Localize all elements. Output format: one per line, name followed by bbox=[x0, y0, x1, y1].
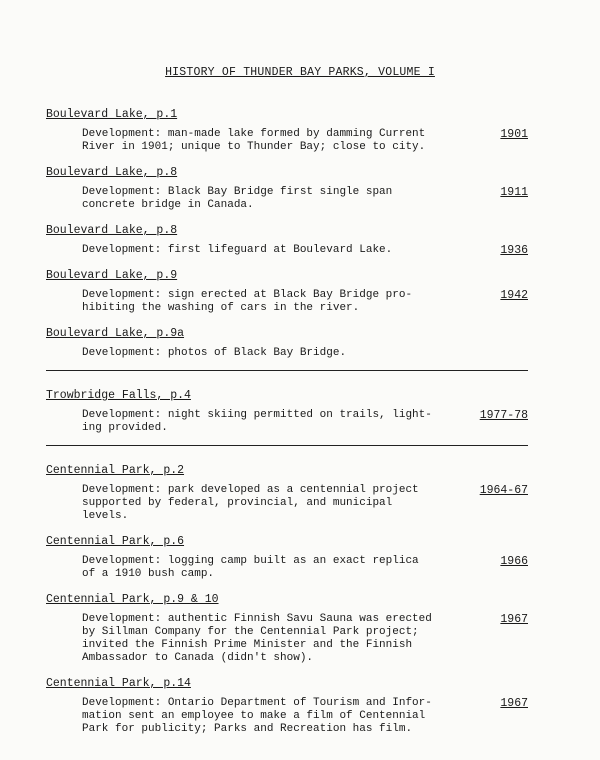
entry-year: 1964-67 bbox=[479, 484, 528, 497]
entry-heading: Centennial Park, p.2 bbox=[46, 464, 185, 477]
entry-year: 1977-78 bbox=[479, 409, 528, 422]
entry-description: Development: photos of Black Bay Bridge. bbox=[82, 347, 347, 359]
entry-description: Development: logging camp built as an exact replica of a 1910 bush camp. bbox=[82, 555, 419, 580]
entry-heading: Boulevard Lake, p.1 bbox=[46, 108, 178, 121]
entry-row bbox=[46, 555, 536, 581]
entry-year: 1936 bbox=[500, 244, 528, 257]
history-entry bbox=[46, 385, 536, 435]
entry-heading: Boulevard Lake, p.8 bbox=[46, 166, 178, 179]
entry-year: 1911 bbox=[500, 186, 528, 199]
entry-description: Development: Ontario Department of Tourism and Infor- mation sent an employee to make a film of Centennial Park for publicity; Parks and Recreation has film. bbox=[82, 697, 432, 735]
history-entry bbox=[46, 220, 536, 257]
entry-description: Development: authentic Finnish Savu Sauna was erected by Sillman Company for the Centennial Park project; invited the Finnish Prime Minister and the Finnish Ambassador to Canada (didn't show). bbox=[82, 613, 432, 664]
history-entry bbox=[46, 673, 536, 736]
entry-description: Development: park developed as a centennial project supported by federal, provincial, and municipal levels. bbox=[82, 484, 419, 522]
history-entry bbox=[46, 531, 536, 581]
entry-row bbox=[46, 697, 536, 736]
entry-row bbox=[46, 409, 536, 435]
entry-description: Development: sign erected at Black Bay Bridge pro- hibiting the washing of cars in the river. bbox=[82, 289, 413, 314]
entry-row bbox=[46, 484, 536, 523]
history-entry bbox=[46, 589, 536, 665]
document-title bbox=[0, 66, 600, 79]
entry-row bbox=[46, 347, 536, 360]
entry-year: 1901 bbox=[500, 128, 528, 141]
entry-description: Development: first lifeguard at Boulevard Lake. bbox=[82, 244, 393, 256]
history-entry bbox=[46, 265, 536, 315]
entry-row bbox=[46, 613, 536, 665]
history-entry bbox=[46, 162, 536, 212]
entry-year: 1966 bbox=[500, 555, 528, 568]
entry-heading: Centennial Park, p.9 & 10 bbox=[46, 593, 219, 606]
document-title-text: HISTORY OF THUNDER BAY PARKS, VOLUME I bbox=[165, 66, 435, 79]
entry-heading: Boulevard Lake, p.9a bbox=[46, 327, 185, 340]
entry-description: Development: night skiing permitted on trails, light- ing provided. bbox=[82, 409, 432, 434]
section-divider bbox=[46, 370, 528, 371]
history-entry bbox=[46, 323, 536, 360]
entry-row bbox=[46, 289, 536, 315]
entry-year: 1967 bbox=[500, 613, 528, 626]
entry-heading: Centennial Park, p.6 bbox=[46, 535, 185, 548]
entry-description: Development: Black Bay Bridge first single span concrete bridge in Canada. bbox=[82, 186, 393, 211]
entry-year: 1942 bbox=[500, 289, 528, 302]
entry-heading: Boulevard Lake, p.8 bbox=[46, 224, 178, 237]
entry-row bbox=[46, 128, 536, 154]
entry-heading: Boulevard Lake, p.9 bbox=[46, 269, 178, 282]
entry-heading: Centennial Park, p.14 bbox=[46, 677, 191, 690]
section-divider bbox=[46, 445, 528, 446]
entry-row bbox=[46, 244, 536, 257]
entry-year: 1967 bbox=[500, 697, 528, 710]
history-entry bbox=[46, 104, 536, 154]
entry-row bbox=[46, 186, 536, 212]
entry-heading: Trowbridge Falls, p.4 bbox=[46, 389, 191, 402]
entry-description: Development: man-made lake formed by damming Current River in 1901; unique to Thunder Bay; close to city. bbox=[82, 128, 426, 153]
entries-container bbox=[46, 104, 536, 744]
history-entry bbox=[46, 460, 536, 523]
